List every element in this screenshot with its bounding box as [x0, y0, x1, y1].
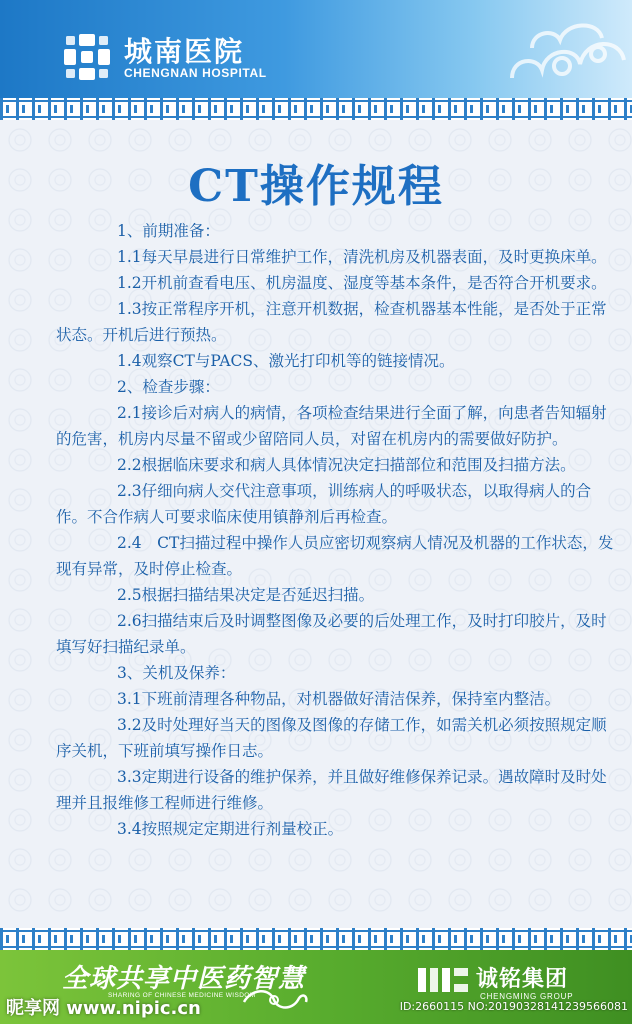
procedure-paragraph: 2.2根据临床要求和病人具体情况决定扫描部位和范围及扫描方法。: [117, 456, 576, 474]
footer-slogan-en: SHARING OF CHINESE MEDICINE WISDOM: [108, 992, 256, 999]
procedure-paragraph: 3、关机及保养：: [117, 664, 236, 682]
fret-border-bottom: [0, 928, 632, 950]
fret-border-top: [0, 98, 632, 120]
procedure-paragraph: 3.2及时处理好当天的图像及图像的存储工作，如需关机必须按照规定顺序关机，下班前填写操作日志。: [56, 716, 607, 760]
hospital-header: [0, 0, 632, 98]
procedure-paragraph: 1.2开机前查看电压、机房温度、湿度等基本条件，是否符合开机要求。: [117, 274, 607, 292]
group-name-en: CHENGMING GROUP: [480, 992, 574, 1001]
hospital-name-cn: 城南医院: [124, 35, 245, 68]
footer-slogan-cn: 全球共享中医药智慧: [62, 964, 306, 994]
procedure-paragraph: 2.5根据扫描结果决定是否延迟扫描。: [117, 586, 375, 604]
procedure-paragraph: 2.6扫描结束后及时调整图像及必要的后处理工作，及时打印胶片，及时填写好扫描纪录单。: [56, 612, 607, 656]
watermark-right: ID:2660115 NO:20190328141239566081: [399, 1000, 628, 1013]
procedure-paragraph: 2.1接诊后对病人的病情，各项检查结果进行全面了解，向患者告知辐射的危害，机房内尽量不留或少留陪同人员，对留在机房内的需要做好防护。: [56, 404, 607, 448]
procedure-paragraph: 1.1每天早晨进行日常维护工作，清洗机房及机器表面，及时更换床单。: [117, 248, 607, 266]
procedure-paragraph: 3.1下班前清理各种物品，对机器做好清洁保养，保持室内整洁。: [117, 690, 561, 708]
page-title: CT操作规程: [188, 161, 444, 212]
watermark-left: 昵享网 www.nipic.cn: [6, 998, 201, 1019]
procedure-paragraph: 2.3仔细向病人交代注意事项，训练病人的呼吸状态，以取得病人的合作。不合作病人可要求临床使用镇静剂后再检查。: [56, 482, 592, 526]
procedure-paragraph: 2、检查步骤：: [117, 378, 220, 396]
procedure-paragraph: 3.4按照规定定期进行剂量校正。: [117, 820, 344, 838]
procedure-paragraph: 2.4 CT扫描过程中操作人员应密切观察病人情况及机器的工作状态，发现有异常，及时停止检查。: [56, 534, 614, 578]
group-name-cn: 诚铭集团: [476, 967, 569, 992]
procedure-paragraph: 1.3按正常程序开机，注意开机数据，检查机器基本性能，是否处于正常状态。开机后进行预热。: [56, 300, 607, 344]
auspicious-cloud-icon: [502, 8, 632, 92]
procedure-paragraph: 1.4观察CT与PACS、激光打印机等的链接情况。: [117, 352, 455, 370]
hospital-name-en: CHENGNAN HOSPITAL: [124, 66, 267, 80]
procedure-paragraph: 1、前期准备：: [117, 222, 220, 240]
content-area: [0, 120, 632, 928]
swirl-ornament-icon: [240, 984, 310, 1014]
procedure-paragraph: 3.3定期进行设备的维护保养，并且做好维修保养记录。遇故障时及时处理并且报维修工程师进行维修。: [56, 768, 607, 812]
procedure-text: [56, 218, 616, 842]
group-logo-icon: [416, 964, 470, 996]
hospital-cross-logo-icon: [62, 32, 112, 82]
